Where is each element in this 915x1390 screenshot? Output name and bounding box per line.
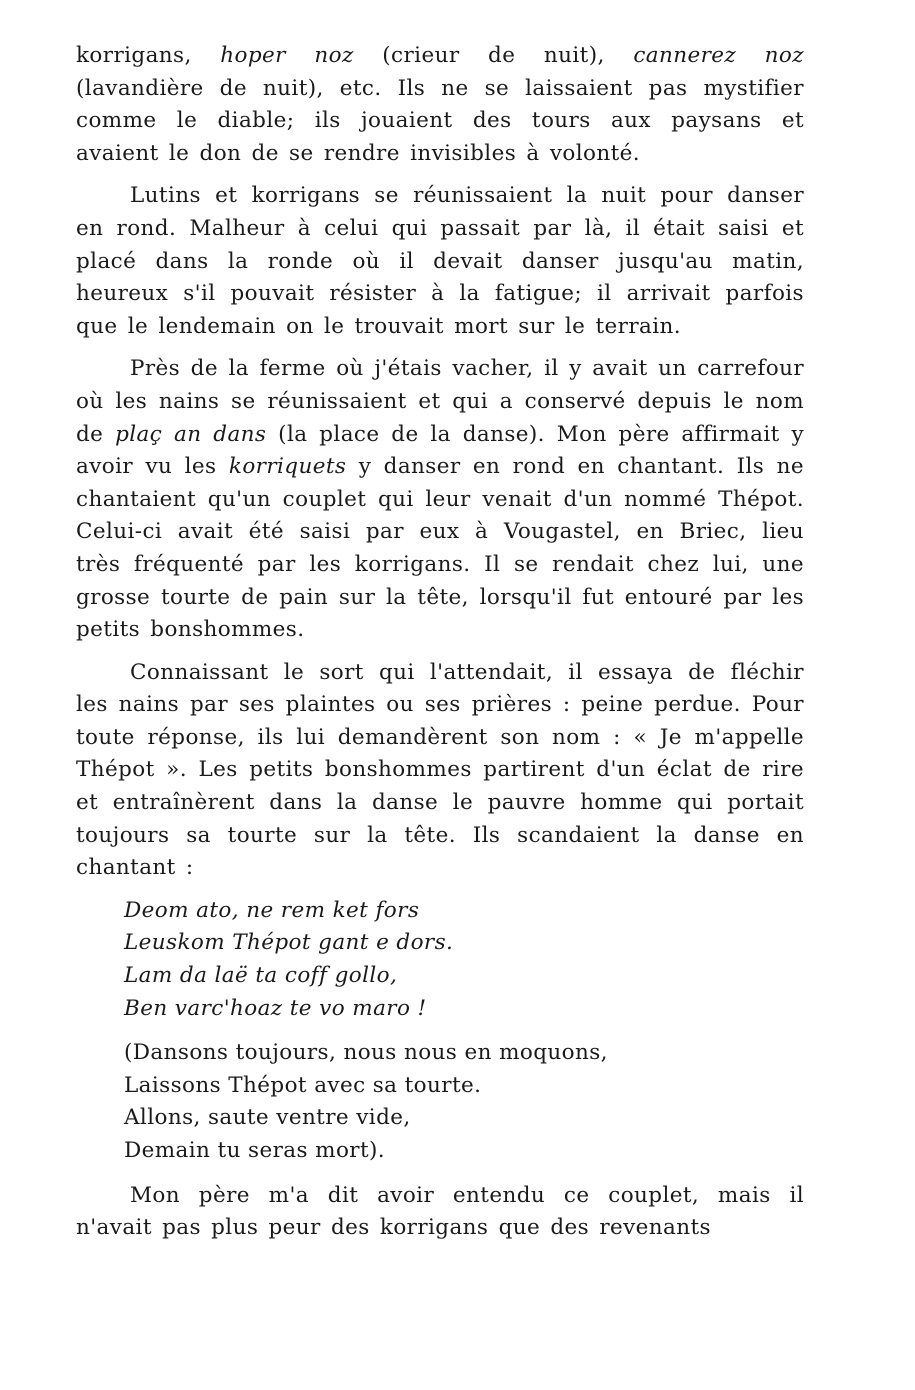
paragraph-3-text-e: y danser en rond en chantant. Ils ne chantaient qu'un couplet qui leur venait d'un nommé Thépot. Celui-ci avait été saisi par eux à Vougastel, en Briec, lieu très fréquenté par les korrigans. Il se rendait chez lui, une grosse tourte de pain sur la tête, lorsqu'il fut entouré par les petits bonshommes. [76, 454, 804, 643]
french-verse-line: Laissons Thépot avec sa tourte. [124, 1072, 482, 1098]
paragraph-4: Connaissant le sort qui l'attendait, il essaya de fléchir les nains par ses plaintes ou ses prières : peine perdue. Pour toute réponse, ils lui demandèrent son nom : « Je m'appelle Thépot ». Les petits bonshommes partirent d'un éclat de rire et entraînèrent dans la danse le pauvre homme qui portait toujours sa tourte sur la tête. Ils scandaient la danse en chantant : [76, 659, 804, 881]
breton-verse-line: Ben varc'hoaz te vo maro ! [124, 995, 427, 1021]
text-block [76, 40, 804, 1245]
paragraph-3-text-c: (la place de la danse). Mon père affirmait y avoir vu les [76, 421, 804, 480]
paragraph-1-term-cannerez-noz: cannerez noz [633, 43, 804, 68]
breton-verse [76, 895, 804, 1025]
paragraph-3-term-plac-an-dans: plaç an dans [115, 421, 267, 447]
breton-verse-line: Lam da laë ta coff gollo, [124, 963, 398, 989]
french-verse-line: Demain tu seras mort). [124, 1138, 386, 1163]
paragraph-5: Mon père m'a dit avoir entendu ce couplet, mais il n'avait pas plus peur des korrigans que des revenants [76, 1182, 804, 1241]
french-verse-line: Allons, saute ventre vide, [124, 1105, 411, 1131]
paragraph-1-text-c: (crieur de nuit), [353, 43, 634, 68]
french-translation-verse [76, 1037, 804, 1167]
paragraph-1-term-hoper-noz: hoper noz [220, 43, 354, 68]
french-verse-line: (Dansons toujours, nous nous en moquons, [124, 1040, 608, 1066]
paragraph-3-term-korriquets: korriquets [228, 454, 347, 480]
paragraph-2: Lutins et korrigans se réunissaient la nuit pour danser en rond. Malheur à celui qui passait par là, il était saisi et placé dans la ronde où il devait danser jusqu'au matin, heureux s'il pouvait résister à la fatigue; il arrivait parfois que le lendemain on le trouvait mort sur le terrain. [76, 183, 804, 339]
paragraph-1 [76, 40, 804, 170]
paragraph-1-text-a: korrigans, [76, 43, 221, 68]
breton-verse-line: Leuskom Thépot gant e dors. [124, 930, 454, 956]
paragraph-3 [76, 353, 804, 646]
breton-verse-line: Deom ato, ne rem ket fors [124, 897, 420, 923]
paragraph-1-text-e: (lavandière de nuit), etc. Ils ne se laissaient pas mystifier comme le diable; ils jouaient des tours aux paysans et avaient le don de se rendre invisibles à volonté. [76, 75, 804, 166]
paragraph-3-text-a: Près de la ferme où j'étais vacher, il y avait un carrefour où les nains se réunissaient et qui a conservé depuis le nom de [76, 356, 804, 447]
